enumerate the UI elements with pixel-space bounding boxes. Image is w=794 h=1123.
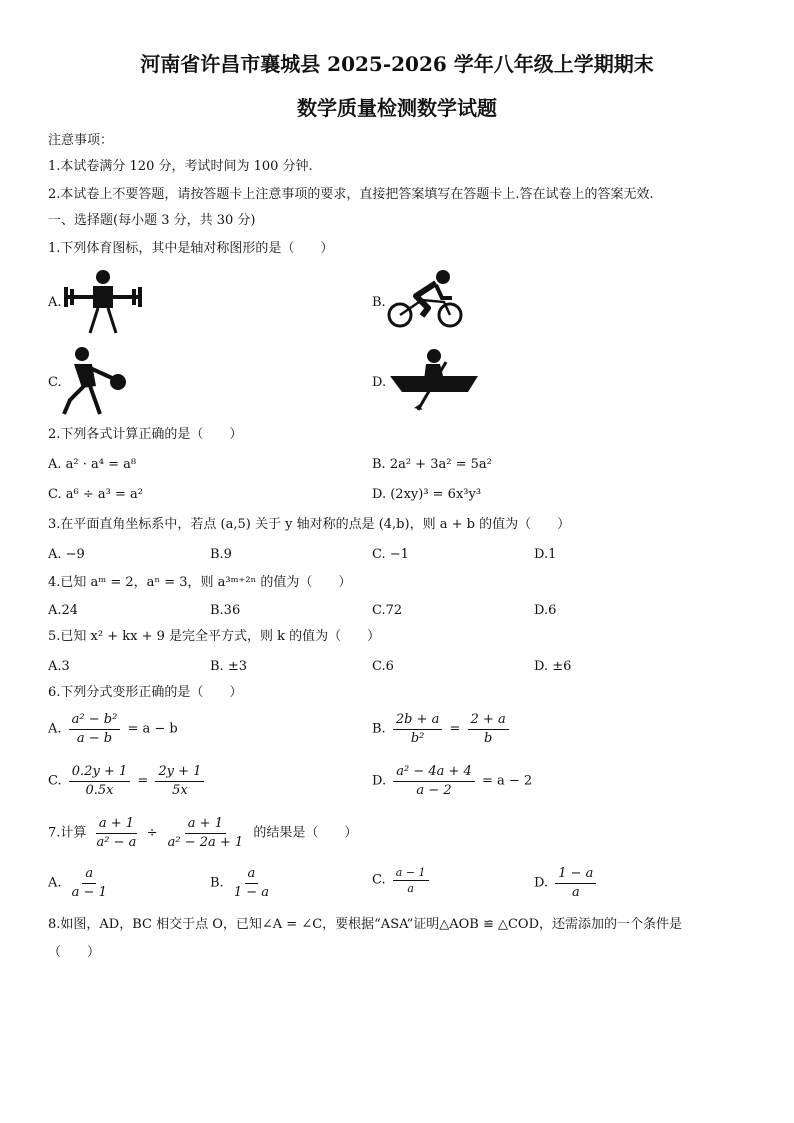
- q6-b-numerator-right: 2 + a: [468, 712, 509, 730]
- basketball-icon: [60, 344, 130, 416]
- q7-a-label: A.: [48, 875, 62, 891]
- q7-a-fraction: [69, 866, 110, 901]
- q7-b-label: B.: [210, 875, 224, 891]
- q6-d-rhs: = a − 2: [481, 773, 533, 789]
- q7-b-fraction: [231, 866, 272, 901]
- q6-option-b: [372, 712, 512, 747]
- question-8-stem: 8.如图，AD，BC 相交于点 O，已知∠A = ∠C，要根据“ASA”证明△AOB ≌ △COD，还需添加的一个条件是: [48, 917, 682, 932]
- q6-d-fraction: [393, 764, 475, 799]
- q7-operator: ÷: [146, 825, 158, 841]
- q7-b-denominator: 1 − a: [233, 885, 270, 900]
- q6-b-fraction-right: [468, 712, 509, 747]
- rowing-icon: [388, 348, 480, 412]
- q5-option-d: D. ±6: [534, 659, 572, 674]
- q6-c-denominator-right: 5x: [172, 783, 188, 798]
- q6-option-c: [48, 764, 207, 799]
- q6-d-denominator: a − 2: [416, 783, 452, 798]
- notes-item-1: 1.本试卷满分 120 分，考试时间为 100 分钟.: [48, 159, 313, 174]
- section-heading: 一、选择题(每小题 3 分，共 30 分): [48, 213, 256, 228]
- q7-a-numerator: a: [82, 866, 96, 884]
- q7-option-a: [48, 866, 113, 901]
- q4-option-c: C.72: [372, 603, 403, 618]
- q7-c-label: C.: [372, 872, 386, 888]
- q6-b-numerator-left: 2b + a: [393, 712, 443, 730]
- q6-a-fraction: [69, 712, 121, 747]
- q7-b-numerator: a: [245, 866, 259, 884]
- q6-a-label: A.: [48, 721, 62, 737]
- q7-prefix: 7.计算: [48, 825, 87, 841]
- q1-option-c-label: C.: [48, 375, 62, 390]
- q6-b-label: B.: [372, 721, 386, 737]
- notes-heading: 注意事项：: [48, 133, 114, 148]
- question-1-stem: 1.下列体育图标，其中是轴对称图形的是（ ）: [48, 241, 334, 256]
- q7-a-denominator: a − 1: [71, 885, 107, 900]
- q7-c-denominator: a: [407, 882, 414, 895]
- q6-a-denominator: a − b: [76, 731, 113, 746]
- q6-c-fraction-right: [155, 764, 204, 799]
- q6-option-d: [372, 764, 532, 799]
- question-8-answer-blank: （ ）: [48, 945, 101, 960]
- q6-d-numerator: a² − 4a + 4: [393, 764, 475, 782]
- q7-d-denominator: a: [571, 885, 580, 900]
- q6-b-fraction-left: [393, 712, 443, 747]
- q2-option-a: A. a² · a⁴ = a⁸: [48, 457, 137, 472]
- q5-option-c: C.6: [372, 659, 394, 674]
- exam-title-line1: 河南省许昌市襄城县 2025-2026 学年八年级上学期期末: [140, 52, 654, 76]
- q3-option-c: C. −1: [372, 547, 409, 562]
- q7-option-d: [534, 866, 599, 901]
- q2-option-d: D. (2xy)³ = 6x³y³: [372, 487, 482, 502]
- q2-option-b: B. 2a² + 3a² = 5a²: [372, 457, 492, 472]
- q1-option-b-label: B.: [372, 295, 386, 310]
- q6-option-a: [48, 712, 178, 747]
- q7-fraction-right: [165, 816, 247, 851]
- q4-option-b: B.36: [210, 603, 241, 618]
- q6-c-denominator-left: 0.5x: [85, 783, 114, 798]
- q4-option-d: D.6: [534, 603, 557, 618]
- q7-d-label: D.: [534, 875, 549, 891]
- q6-b-denominator-right: b: [483, 731, 493, 746]
- question-6-stem: 6.下列分式变形正确的是（ ）: [48, 685, 243, 700]
- question-4-stem: 4.已知 aᵐ = 2，aⁿ = 3，则 a³ᵐ⁺²ⁿ 的值为（ ）: [48, 575, 352, 590]
- q6-a-rhs: = a − b: [127, 721, 178, 737]
- notes-item-2: 2.本试卷上不要答题，请按答题卡上注意事项的要求，直接把答案填写在答题卡上.答在试卷上的答案无效.: [48, 187, 654, 202]
- q6-c-fraction-left: [69, 764, 130, 799]
- q1-option-a-label: A.: [48, 295, 62, 310]
- q6-c-numerator-right: 2y + 1: [155, 764, 204, 782]
- q6-c-numerator-left: 0.2y + 1: [69, 764, 130, 782]
- question-5-stem: 5.已知 x² + kx + 9 是完全平方式，则 k 的值为（ ）: [48, 629, 381, 644]
- q6-c-equals: =: [137, 773, 149, 789]
- q7-denominator-left: a² − a: [96, 835, 137, 850]
- q6-a-numerator: a² − b²: [69, 712, 121, 730]
- q3-option-b: B.9: [210, 547, 232, 562]
- q1-option-d-label: D.: [372, 375, 387, 390]
- q5-option-a: A.3: [48, 659, 70, 674]
- q7-fraction-left: [94, 816, 140, 851]
- question-7-stem: [48, 816, 357, 851]
- q7-d-numerator: 1 − a: [555, 866, 596, 884]
- weightlifting-icon: [62, 268, 144, 336]
- q7-d-fraction: [555, 866, 596, 901]
- exam-title-line2: 数学质量检测数学试题: [297, 96, 497, 120]
- q2-option-c: C. a⁶ ÷ a³ = a²: [48, 487, 143, 502]
- q3-option-d: D.1: [534, 547, 557, 562]
- question-3-stem: 3.在平面直角坐标系中，若点 (a,5) 关于 y 轴对称的点是 (4,b)，则 a + b 的值为（ ）: [48, 517, 571, 532]
- q6-d-label: D.: [372, 773, 387, 789]
- cycling-icon: [386, 268, 466, 332]
- q7-c-fraction: [393, 866, 429, 895]
- q7-suffix: 的结果是（ ）: [253, 825, 358, 841]
- q4-option-a: A.24: [48, 603, 79, 618]
- q3-option-a: A. −9: [48, 547, 85, 562]
- q7-c-numerator: a − 1: [393, 866, 429, 881]
- q7-denominator-right: a² − 2a + 1: [167, 835, 244, 850]
- q6-b-denominator-left: b²: [410, 731, 425, 746]
- q6-b-equals: =: [449, 721, 461, 737]
- q6-c-label: C.: [48, 773, 62, 789]
- q7-option-c: [372, 866, 432, 895]
- q7-numerator-left: a + 1: [96, 816, 137, 834]
- question-2-stem: 2.下列各式计算正确的是（ ）: [48, 427, 243, 442]
- q7-option-b: [210, 866, 275, 901]
- q5-option-b: B. ±3: [210, 659, 247, 674]
- q7-numerator-right: a + 1: [185, 816, 226, 834]
